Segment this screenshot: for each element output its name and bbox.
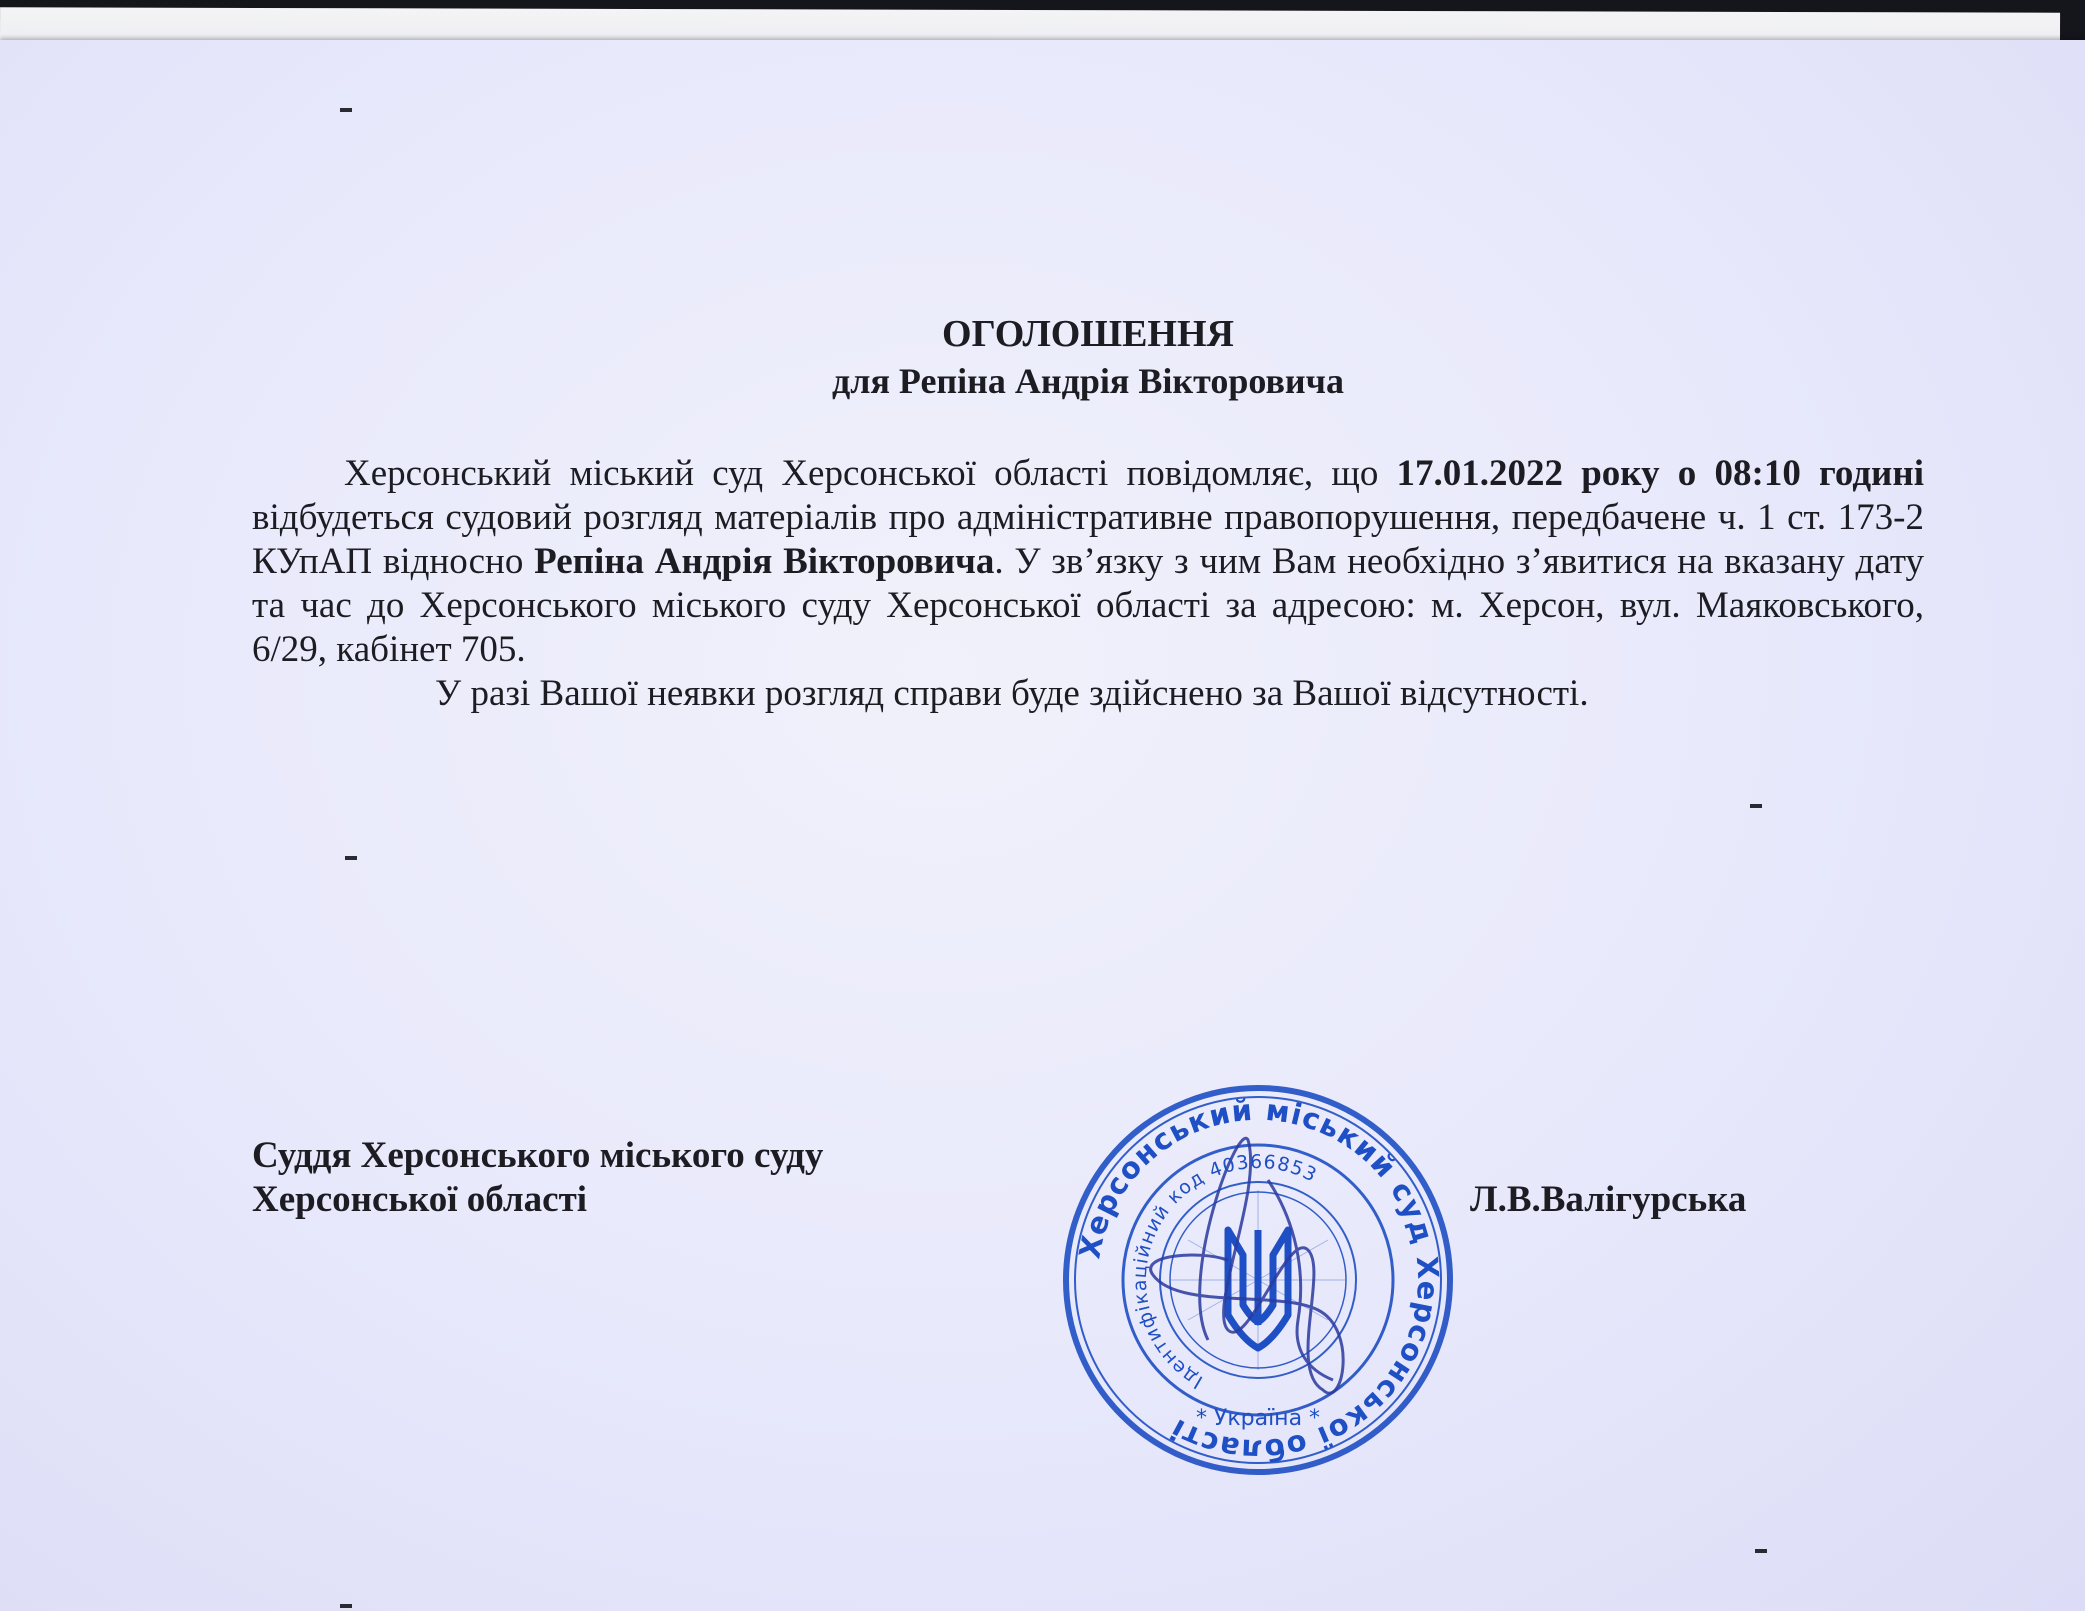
margin-mark	[340, 1604, 352, 1608]
defendant-name: Репіна Андрія Вікторовича	[534, 541, 995, 582]
para-text: відбудеться судовий розгляд матеріалів про адміністративне правопорушення, передбачене ч. 1 ст. 173-2 КУпАП відносно	[252, 497, 1924, 582]
announcement-paragraph	[252, 452, 1924, 672]
court-seal-stamp	[1058, 1080, 1458, 1480]
seal-inner-text: Ідентифікаційний код 40366853	[1128, 1150, 1321, 1393]
judge-position-line1: Суддя Херсонського міського суду	[252, 1135, 824, 1176]
para-text: . У зв’язку з чим Вам необхідно з’явитися на вказану дату та час до Херсонського міського суду Херсонської області за адресою: м. Херсон, вул. Маяковського, 6/29, кабінет 705.	[252, 541, 1925, 670]
announcement-body	[252, 310, 1924, 716]
judge-position	[252, 1134, 823, 1222]
document-title: ОГОЛОШЕННЯ	[942, 313, 1234, 355]
judge-name: Л.В.Валігурська	[1470, 1179, 1747, 1220]
judge-position-line2: Херсонської області	[252, 1179, 588, 1220]
document-subtitle: для Репіна Андрія Вікторовича	[832, 361, 1344, 401]
margin-mark	[1750, 804, 1762, 808]
para-text: Херсонський міський суд Херсонської області повідомляє, що	[344, 453, 1397, 494]
absence-notice: У разі Вашої неявки розгляд справи буде здійснено за Вашої відсутності.	[435, 673, 1589, 714]
hearing-datetime: 17.01.2022 року о 08:10 годині	[1396, 453, 1924, 494]
document-sheet	[0, 40, 2085, 1611]
seal-bottom-text: * Україна *	[1195, 1406, 1321, 1431]
seal-outer-text: Херсонський міський суд Херсонської області	[1072, 1092, 1446, 1468]
margin-mark	[340, 108, 352, 112]
margin-mark	[345, 856, 357, 860]
margin-mark	[1755, 1549, 1767, 1553]
